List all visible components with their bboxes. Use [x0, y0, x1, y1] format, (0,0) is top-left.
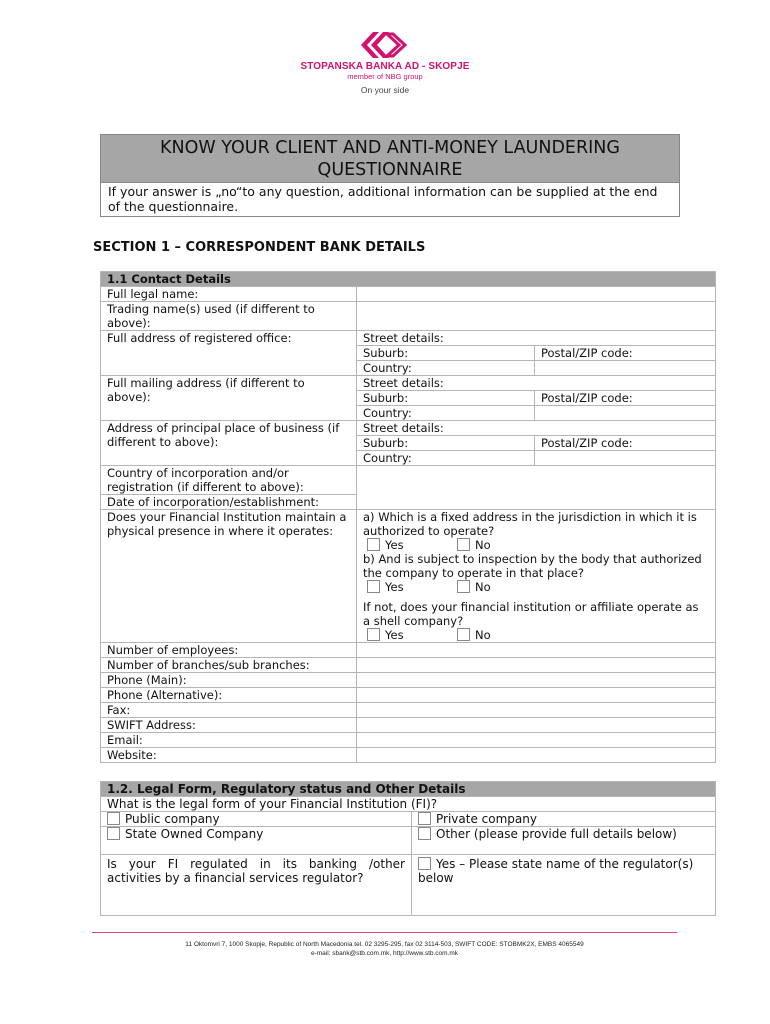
- state-owned-checkbox[interactable]: [107, 827, 120, 840]
- mailing-address-label: Full mailing address (if different to above):: [101, 376, 357, 421]
- swift-label: SWIFT Address:: [101, 718, 357, 733]
- principal-postal-field[interactable]: Postal/ZIP code:: [535, 436, 716, 451]
- fax-label: Fax:: [101, 703, 357, 718]
- country-incorporation-field[interactable]: [357, 466, 716, 510]
- registered-postal-field[interactable]: Postal/ZIP code:: [535, 346, 716, 361]
- email-field[interactable]: [357, 733, 716, 748]
- question-shell: If not, does your financial institution or affiliate operate as a shell company?: [363, 600, 699, 628]
- group-membership: member of NBG group: [347, 72, 423, 81]
- principal-country-field[interactable]: Country:: [357, 451, 535, 466]
- public-company-option[interactable]: [101, 812, 412, 827]
- mailing-street-field[interactable]: Street details:: [357, 376, 716, 391]
- yes-label: Yes: [385, 628, 404, 642]
- legal-form-header: 1.2. Legal Form, Regulatory status and Other Details: [101, 782, 716, 797]
- footer-contact: e-mail: sbank@stb.com.mk, http://www.stb.com.mk: [310, 950, 459, 957]
- physical-presence-answers: [357, 510, 716, 643]
- public-company-label: Public company: [125, 812, 220, 826]
- principal-address-label: Address of principal place of business (if different to above):: [101, 421, 357, 466]
- question-a-options: [363, 538, 709, 552]
- title-line-2: QUESTIONNAIRE: [317, 160, 463, 180]
- logo-icon: [359, 30, 411, 60]
- mailing-country-blank[interactable]: [535, 406, 716, 421]
- private-company-checkbox[interactable]: [418, 812, 431, 825]
- phone-main-label: Phone (Main):: [101, 673, 357, 688]
- contact-details-header: 1.1 Contact Details: [101, 272, 716, 287]
- email-label: Email:: [101, 733, 357, 748]
- country-incorporation-label: Country of incorporation and/or registration (if different to above):: [101, 466, 357, 495]
- principal-suburb-field[interactable]: Suburb:: [357, 436, 535, 451]
- mailing-suburb-field[interactable]: Suburb:: [357, 391, 535, 406]
- no-label: No: [475, 628, 491, 642]
- question-a: a) Which is a fixed address in the jurisdiction in which it is authorized to operate?: [363, 510, 697, 538]
- question-b-options: [363, 580, 709, 594]
- phone-main-field[interactable]: [357, 673, 716, 688]
- footer-divider: [92, 932, 677, 933]
- title-box: [100, 134, 680, 217]
- employees-label: Number of employees:: [101, 643, 357, 658]
- public-company-checkbox[interactable]: [107, 812, 120, 825]
- principal-street-field[interactable]: Street details:: [357, 421, 716, 436]
- phone-alt-label: Phone (Alternative):: [101, 688, 357, 703]
- bank-logo: [300, 30, 470, 95]
- question-a-no-checkbox[interactable]: [457, 538, 470, 551]
- full-legal-name-field[interactable]: [357, 287, 716, 302]
- tagline: On your side: [360, 85, 410, 95]
- other-checkbox[interactable]: [418, 827, 431, 840]
- registered-suburb-field[interactable]: Suburb:: [357, 346, 535, 361]
- trading-names-label: Trading name(s) used (if different to above):: [101, 302, 357, 331]
- mailing-postal-field[interactable]: Postal/ZIP code:: [535, 391, 716, 406]
- private-company-option[interactable]: [412, 812, 716, 827]
- yes-label: Yes: [385, 538, 404, 552]
- state-owned-label: State Owned Company: [125, 827, 264, 841]
- title-line-1: KNOW YOUR CLIENT AND ANTI-MONEY LAUNDERING: [160, 138, 620, 158]
- footer: [92, 940, 677, 958]
- date-incorporation-label: Date of incorporation/establishment:: [101, 495, 357, 510]
- registered-street-field[interactable]: Street details:: [357, 331, 716, 346]
- footer-address: 11 Oktomvri 7, 1000 Skopje, Republic of North Macedonia tel. 02 3295-295, fax 02 3114-503, SWIFT CODE: STOBMK2X, EMBS 4065549: [185, 941, 584, 948]
- question-b-no-checkbox[interactable]: [457, 580, 470, 593]
- section-heading: SECTION 1 – CORRESPONDENT BANK DETAILS: [93, 240, 426, 255]
- mailing-country-field[interactable]: Country:: [357, 406, 535, 421]
- question-b-yes-checkbox[interactable]: [367, 580, 380, 593]
- title-note: If your answer is „no“to any question, additional information can be supplied at the end of the questionnaire.: [108, 184, 658, 214]
- bank-name: STOPANSKA BANKA AD - SKOPJE: [300, 61, 470, 72]
- physical-presence-label: Does your Financial Institution maintain a physical presence in where it operates:: [101, 510, 357, 643]
- employees-field[interactable]: [357, 643, 716, 658]
- legal-form-question: What is the legal form of your Financial Institution (FI)?: [101, 797, 716, 812]
- full-legal-name-label: Full legal name:: [101, 287, 357, 302]
- fax-field[interactable]: [357, 703, 716, 718]
- other-label: Other (please provide full details below): [436, 827, 677, 841]
- principal-country-blank[interactable]: [535, 451, 716, 466]
- question-shell-options: [363, 628, 709, 642]
- regulated-question: Is your FI regulated in its banking /other activities by a financial services regulator?: [101, 855, 412, 916]
- phone-alt-field[interactable]: [357, 688, 716, 703]
- regulated-yes-label: Yes – Please state name of the regulator(s) below: [418, 857, 694, 885]
- regulated-yes-option[interactable]: [412, 855, 716, 916]
- contact-details-table: [100, 271, 716, 763]
- branches-label: Number of branches/sub branches:: [101, 658, 357, 673]
- state-owned-option[interactable]: [101, 827, 412, 855]
- website-field[interactable]: [357, 748, 716, 763]
- shell-yes-checkbox[interactable]: [367, 628, 380, 641]
- other-option[interactable]: [412, 827, 716, 855]
- regulated-yes-checkbox[interactable]: [418, 857, 431, 870]
- swift-field[interactable]: [357, 718, 716, 733]
- shell-no-checkbox[interactable]: [457, 628, 470, 641]
- registered-country-field[interactable]: Country:: [357, 361, 535, 376]
- registered-country-blank[interactable]: [535, 361, 716, 376]
- yes-label: Yes: [385, 580, 404, 594]
- legal-form-table: [100, 781, 716, 916]
- no-label: No: [475, 580, 491, 594]
- branches-field[interactable]: [357, 658, 716, 673]
- question-b: b) And is subject to inspection by the body that authorized the company to operate in that place?: [363, 552, 702, 580]
- question-a-yes-checkbox[interactable]: [367, 538, 380, 551]
- trading-names-field[interactable]: [357, 302, 716, 331]
- private-company-label: Private company: [436, 812, 537, 826]
- document-title: [101, 135, 679, 183]
- registered-office-label: Full address of registered office:: [101, 331, 357, 376]
- no-label: No: [475, 538, 491, 552]
- website-label: Website:: [101, 748, 357, 763]
